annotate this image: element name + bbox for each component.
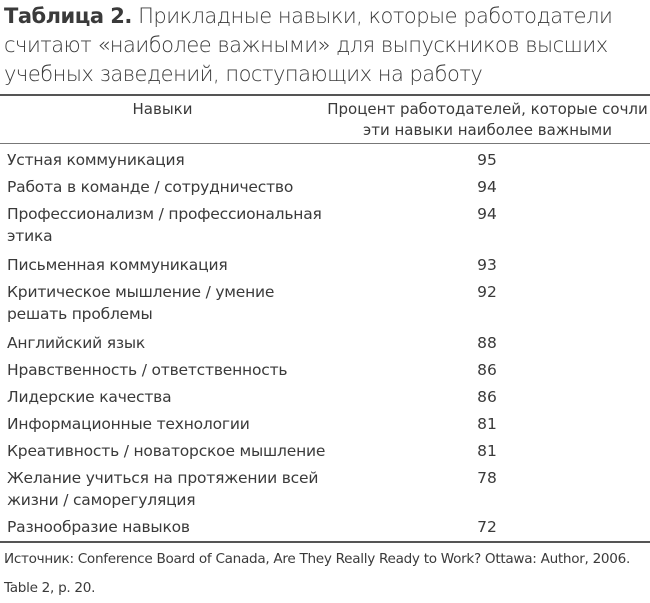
skill-line: Желание учиться на протяжении всей bbox=[7, 469, 319, 487]
skill-line: Профессионализм / профессиональная bbox=[7, 205, 322, 223]
header-skills: Навыки bbox=[132, 100, 193, 118]
table-header-rule bbox=[0, 143, 650, 144]
skill-line: Критическое мышление / умение bbox=[7, 283, 275, 301]
table-title: Прикладные навыки, которые работодатели считают «наиболее важными» для выпускников высших учебных заведений, поступающих на работу bbox=[4, 4, 613, 86]
skill-cell bbox=[7, 467, 337, 511]
skill-line: Креативность / новаторское мышление bbox=[7, 442, 326, 460]
percent-cell: 94 bbox=[477, 205, 497, 223]
skill-line: Нравственность / ответственность bbox=[7, 361, 288, 379]
table-top-rule bbox=[0, 94, 650, 96]
source-note: Источник: Conference Board of Canada, Are They Really Ready to Work? Ottawa: Author, 2006. Table 2, p. 20. bbox=[4, 551, 630, 596]
table-number: Таблица 2. bbox=[4, 4, 132, 28]
skill-cell bbox=[7, 386, 337, 408]
skill-line: жизни / саморегуляция bbox=[7, 491, 196, 509]
percent-cell: 94 bbox=[477, 178, 497, 196]
skill-cell bbox=[7, 281, 337, 325]
table-bottom-rule bbox=[0, 541, 650, 543]
skill-cell bbox=[7, 149, 337, 171]
skill-line: Работа в команде / сотрудничество bbox=[7, 178, 294, 196]
skill-line: Информационные технологии bbox=[7, 415, 250, 433]
table-caption bbox=[4, 2, 648, 89]
skill-line: Разнообразие навыков bbox=[7, 518, 190, 536]
skill-line: Английский язык bbox=[7, 334, 146, 352]
header-percent: Процент работодателей, которые сочли эти навыки наиболее важными bbox=[327, 100, 648, 139]
percent-cell: 92 bbox=[477, 283, 497, 301]
skill-line: решать проблемы bbox=[7, 305, 153, 323]
skill-cell bbox=[7, 440, 337, 462]
percent-cell: 86 bbox=[477, 388, 497, 406]
percent-cell: 81 bbox=[477, 442, 497, 460]
percent-cell: 81 bbox=[477, 415, 497, 433]
skill-cell bbox=[7, 176, 337, 198]
percent-cell: 95 bbox=[477, 151, 497, 169]
skill-cell bbox=[7, 203, 337, 247]
skill-line: Устная коммуникация bbox=[7, 151, 185, 169]
skill-line: Письменная коммуникация bbox=[7, 256, 228, 274]
skill-cell bbox=[7, 413, 337, 435]
percent-cell: 93 bbox=[477, 256, 497, 274]
skill-cell bbox=[7, 516, 337, 538]
percent-cell: 72 bbox=[477, 518, 497, 536]
percent-cell: 86 bbox=[477, 361, 497, 379]
skill-cell bbox=[7, 359, 337, 381]
percent-cell: 88 bbox=[477, 334, 497, 352]
skill-cell bbox=[7, 254, 337, 276]
skill-line: этика bbox=[7, 227, 53, 245]
skill-line: Лидерские качества bbox=[7, 388, 172, 406]
skill-cell bbox=[7, 332, 337, 354]
percent-cell: 78 bbox=[477, 469, 497, 487]
